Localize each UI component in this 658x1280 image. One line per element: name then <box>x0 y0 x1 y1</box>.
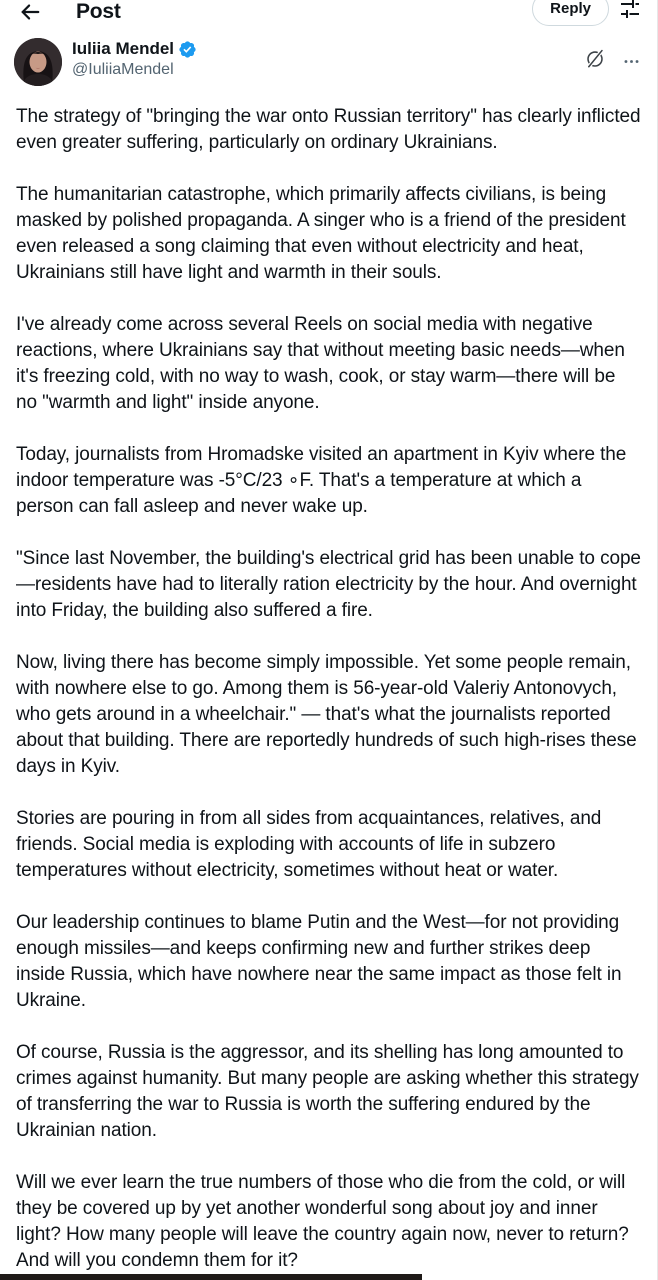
post-paragraph: I've already come across several Reels on social media with negative reactions, where Ukrainians say that without meeting basic needs—when it's freezing cold, with no way to wash, cook, or stay warm—there will be no "warmth and light" inside anyone. <box>16 314 625 413</box>
verified-badge-icon <box>178 40 197 59</box>
post-paragraph: Will we ever learn the true numbers of those who die from the cold, or will they be covered up by yet another wonderful song about joy and inner light? How many people will leave the country again now, never to return? And will you condemn them for it? <box>16 1172 629 1271</box>
author-row <box>0 30 657 86</box>
author-handle[interactable]: @IuliiaMendel <box>72 61 174 78</box>
more-menu-button[interactable] <box>622 52 641 71</box>
reply-button[interactable]: Reply <box>532 0 609 26</box>
timeline-settings-icon <box>618 0 642 26</box>
avatar[interactable] <box>14 38 62 86</box>
page-title: Post <box>76 0 121 23</box>
post-paragraph: Our leadership continues to blame Putin and the West—for not providing enough missiles—and keeps confirming new and further strikes deep inside Russia, which have nowhere near the same impact as those felt in Ukraine. <box>16 912 622 1011</box>
post-paragraph: Today, journalists from Hromadske visited an apartment in Kyiv where the indoor temperature was -5°C/23 ∘F. That's a temperature at which a person can fall asleep and never wake up. <box>16 444 627 517</box>
post-paragraph: Of course, Russia is the aggressor, and its shelling has long amounted to crimes against humanity. But many people are asking whether this strategy of transferring the war to Russia is worth the suffering endured by the Ukrainian nation. <box>16 1042 639 1141</box>
back-arrow-icon <box>19 1 41 23</box>
post-paragraph: The strategy of "bringing the war onto Russian territory" has clearly inflicted even greater suffering, particularly on ordinary Ukrainians. <box>16 106 641 153</box>
timeline-settings-button[interactable] <box>615 0 645 26</box>
post-paragraph: "Since last November, the building's electrical grid has been unable to cope—residents have had to literally ration electricity by the hour. And overnight into Friday, the building also suffered a fire. <box>16 548 641 621</box>
attached-media-edge[interactable] <box>0 1274 422 1280</box>
avatar-portrait <box>14 38 62 86</box>
author-name[interactable]: Iuliia Mendel <box>72 39 175 58</box>
post-paragraph: The humanitarian catastrophe, which primarily affects civilians, is being masked by polished propaganda. A singer who is a friend of the president even released a song claiming that even without electricity and heat, Ukrainians still have light and warmth in their souls. <box>16 184 626 283</box>
post-paragraph: Now, living there has become simply impossible. Yet some people remain, with nowhere else to go. Among them is 56-year-old Valeriy Antonovych, who gets around in a wheelchair." — that's what the journalists reported about that building. There are reportedly hundreds of such high-rises these days in Kyiv. <box>16 652 637 777</box>
grok-button[interactable] <box>584 48 606 75</box>
post-text <box>0 86 657 1274</box>
more-menu-icon <box>622 52 641 71</box>
top-bar <box>0 0 657 30</box>
author-actions <box>584 38 641 75</box>
author-meta <box>72 38 197 79</box>
grok-icon <box>584 48 606 75</box>
post-paragraph: Stories are pouring in from all sides from acquaintances, relatives, and friends. Social media is exploding with accounts of life in subzero temperatures without electricity, sometimes without heat or water. <box>16 808 602 881</box>
back-button[interactable] <box>16 0 44 26</box>
